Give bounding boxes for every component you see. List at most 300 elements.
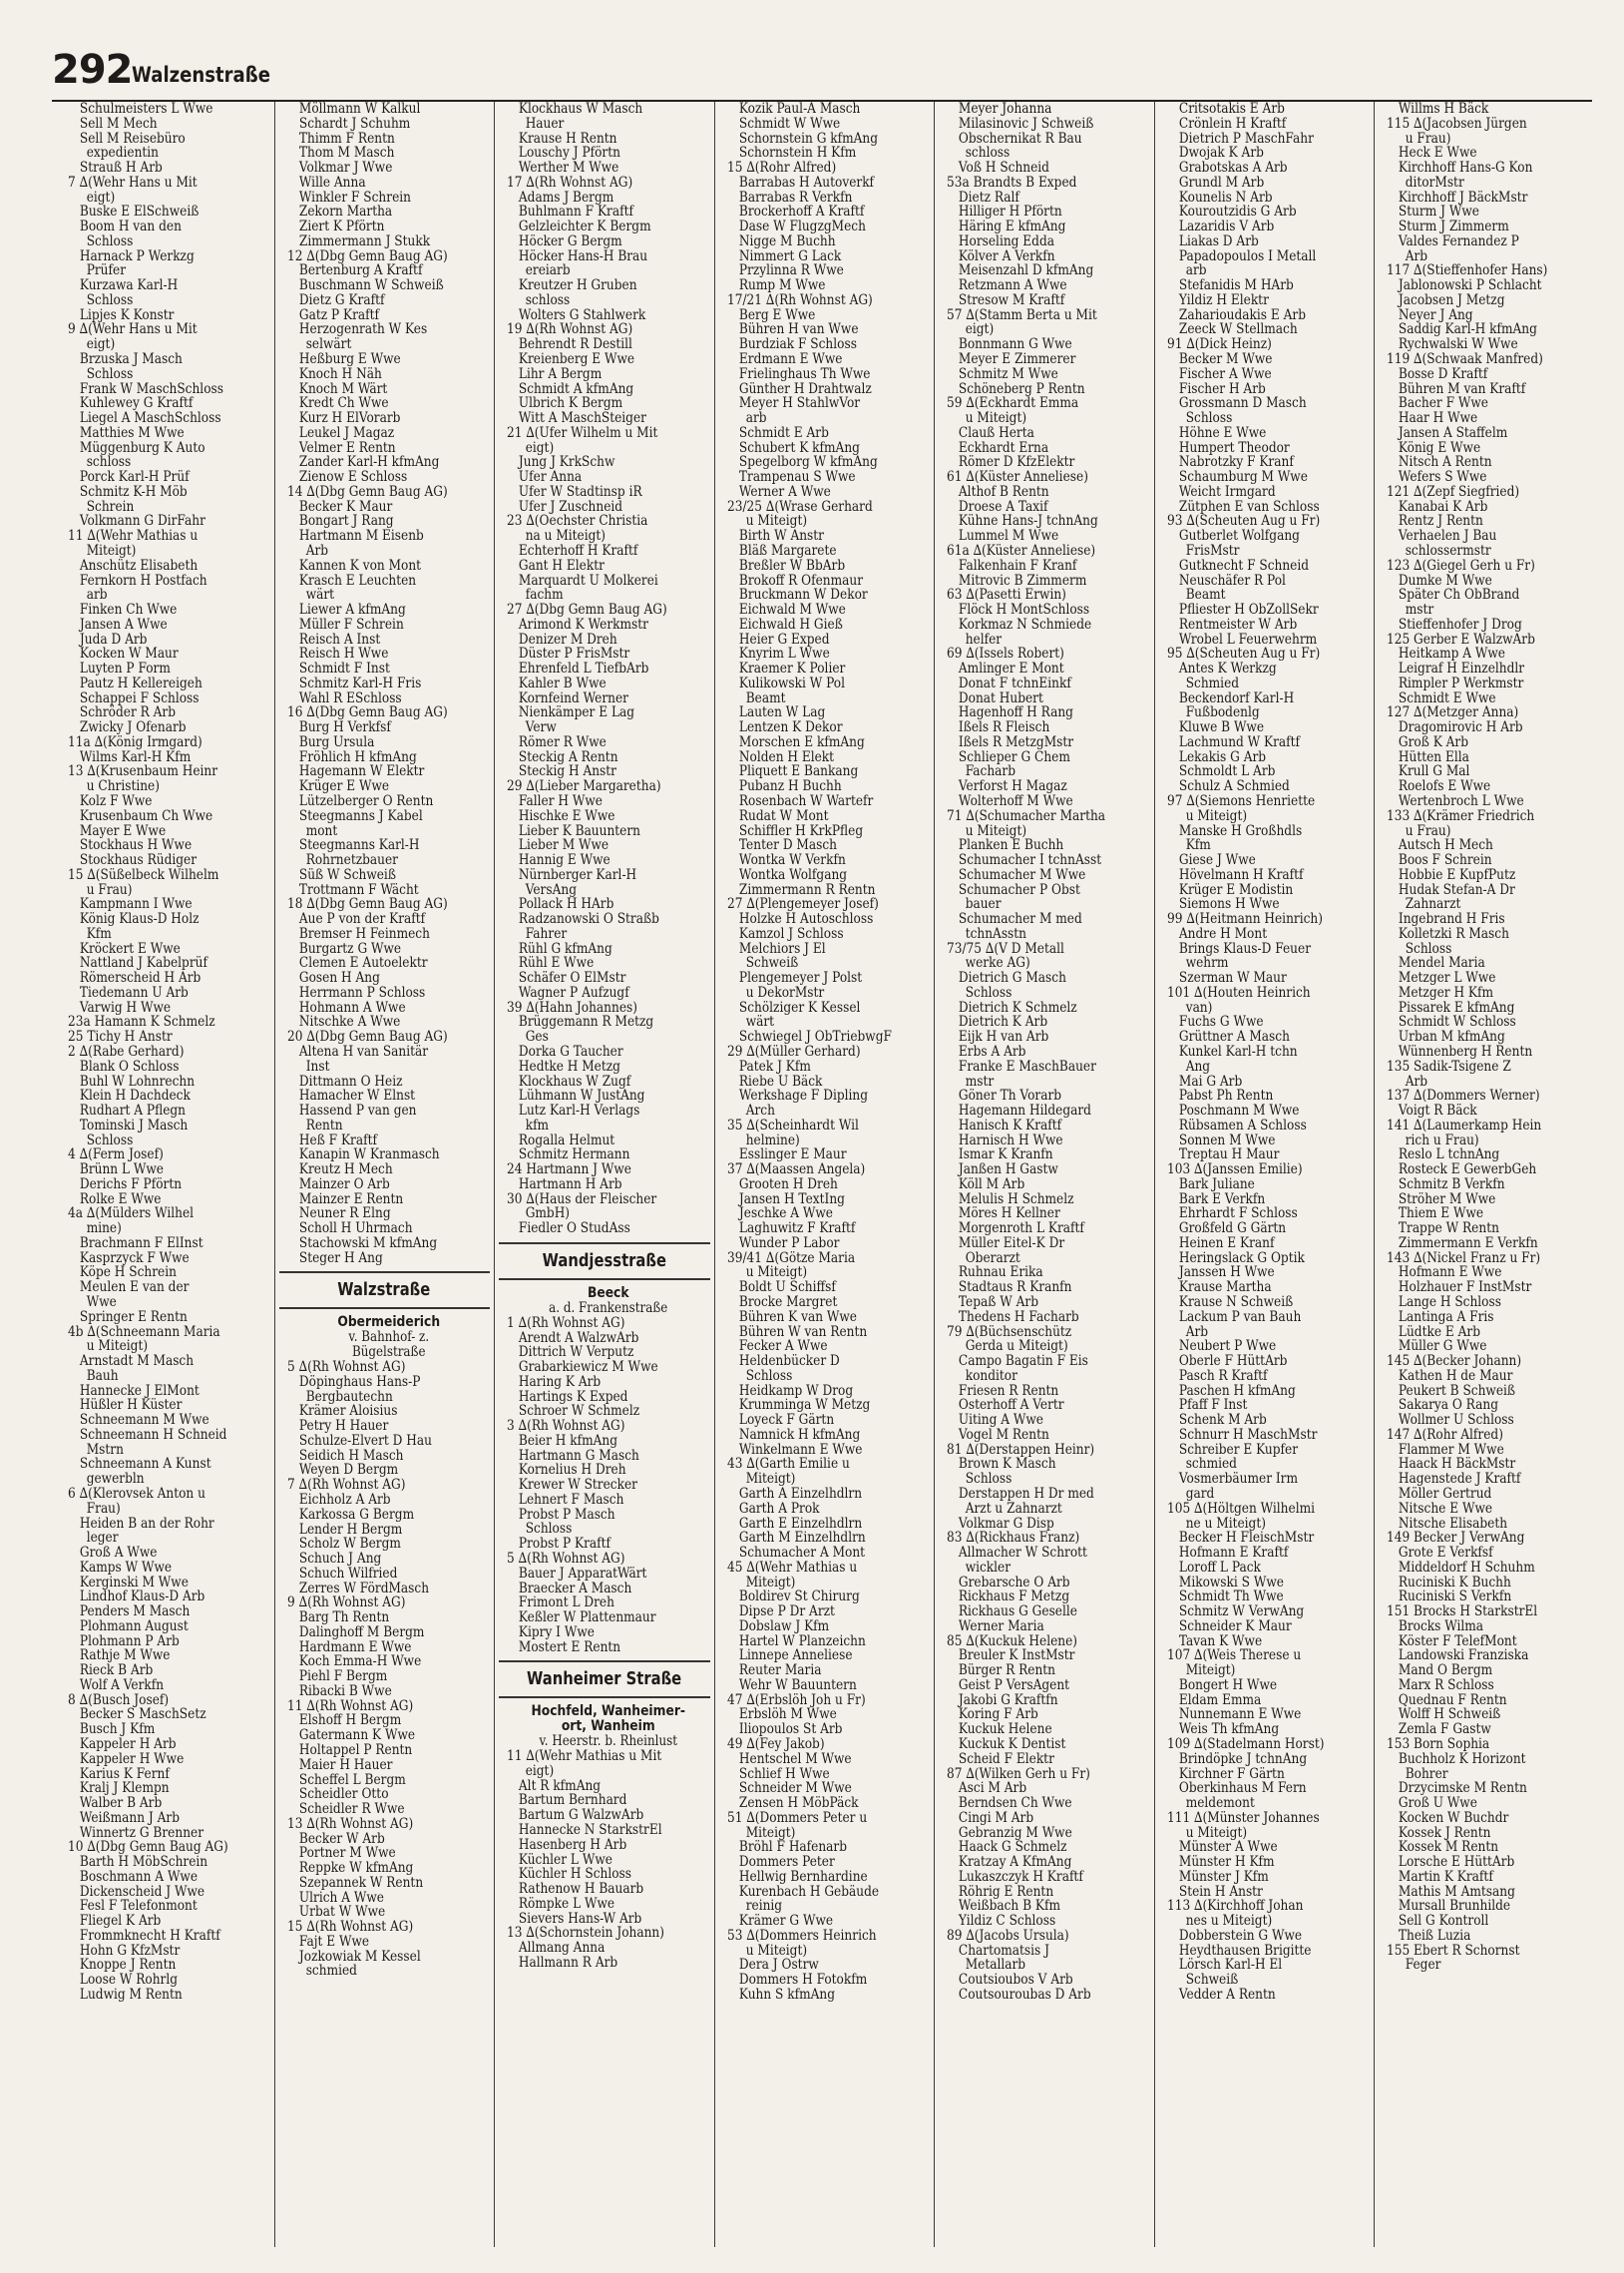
resident-entry: Möres H Kellner xyxy=(958,1206,1060,1222)
resident-entry: Schölziger K Kessel xyxy=(738,1000,860,1016)
resident-entry: Höcker G Bergm xyxy=(518,233,622,249)
house-number-entry: 59 ∆(Eckhardt Emma xyxy=(947,396,1079,412)
resident-entry: Braecker A Masch xyxy=(518,1581,632,1596)
resident-entry: Lantinga A Fris xyxy=(1398,1309,1494,1325)
resident-entry: Hischke E Wwe xyxy=(518,808,615,824)
resident-entry: Heck E Wwe xyxy=(1398,146,1477,162)
resident-entry: Coutsioubos V Arb xyxy=(958,1973,1073,1988)
resident-entry: Hagenstede J Kraftf xyxy=(1398,1472,1521,1487)
resident-entry: Kühne Hans-J tchnAng xyxy=(958,514,1098,530)
entry-continuation: nes u Miteigt) xyxy=(1185,1914,1272,1929)
house-number-entry: 109 ∆(Stadelmann Horst) xyxy=(1166,1736,1324,1752)
resident-entry: Ehrenfeld L TiefbArb xyxy=(518,662,649,677)
resident-entry: Jacobsen J Metzg xyxy=(1398,292,1505,308)
resident-entry: Iliopoulos St Arb xyxy=(738,1722,842,1737)
resident-entry: Plohmann August xyxy=(79,1618,189,1634)
resident-entry: Treptau H Maur xyxy=(1178,1147,1279,1163)
resident-entry: Rolke E Wwe xyxy=(79,1191,162,1207)
entry-continuation: ereiarb xyxy=(525,263,571,279)
resident-entry: Poschmann M Wwe xyxy=(1178,1104,1299,1119)
resident-entry: Dragomirovic H Arb xyxy=(1398,720,1523,735)
resident-entry: Röhrig E Rentn xyxy=(958,1884,1054,1900)
resident-entry: Hentschel M Wwe xyxy=(738,1751,852,1767)
house-number-entry: 2 ∆(Rabe Gerhard) xyxy=(68,1045,185,1060)
resident-entry: Schmidt E Arb xyxy=(738,425,829,441)
resident-entry: Zerres W FördMasch xyxy=(298,1581,429,1596)
entry-continuation: arb xyxy=(745,411,767,426)
resident-entry: Verhaelen J Bau xyxy=(1398,529,1497,544)
street-range-note: Bügelstraße xyxy=(351,1344,426,1361)
house-number-entry: 61 ∆(Küster Anneliese) xyxy=(947,470,1088,485)
entry-continuation: Beamt xyxy=(745,690,785,706)
entry-continuation: Kfm xyxy=(86,926,112,942)
resident-entry: Weicht Irmgard xyxy=(1178,484,1276,500)
resident-entry: Leigraf H Einzelhdlr xyxy=(1398,662,1525,677)
resident-entry: Bacher F Wwe xyxy=(1398,396,1488,412)
resident-entry: Arimond K Werkmstr xyxy=(518,617,648,633)
house-number-entry: 47 ∆(Erbslöh Joh u Fr) xyxy=(726,1692,866,1708)
house-number-entry: 19 ∆(Rh Wohnst AG) xyxy=(507,322,633,338)
resident-entry: Hanisch K Kraftf xyxy=(958,1118,1062,1134)
entry-continuation: Schloss xyxy=(86,366,134,382)
resident-entry: Kuckuk Helene xyxy=(958,1722,1052,1737)
resident-entry: Liewer A kfmAng xyxy=(298,603,406,618)
resident-entry: Yildiz H Elektr xyxy=(1178,292,1269,308)
entry-continuation: u Frau) xyxy=(1405,823,1451,839)
resident-entry: Retzmann A Wwe xyxy=(958,278,1067,293)
resident-entry: Lieber M Wwe xyxy=(518,838,609,854)
house-number-entry: 7 ∆(Wehr Hans u Mit xyxy=(68,175,198,191)
resident-entry: Stein H Anstr xyxy=(1178,1884,1263,1900)
entry-continuation: eigt) xyxy=(525,440,555,456)
entry-continuation: Verw xyxy=(525,720,557,735)
entry-continuation: Mstrn xyxy=(86,1442,124,1458)
resident-entry: Steegmanns J Kabel xyxy=(298,808,423,824)
house-number-entry: 85 ∆(Kuckuk Helene) xyxy=(947,1633,1078,1649)
resident-entry: Scheid F Elektr xyxy=(958,1751,1054,1767)
house-number-entry: 27 ∆(Dbg Gemn Baug AG) xyxy=(507,603,667,618)
resident-entry: Frimont L Dreh xyxy=(518,1595,614,1611)
resident-entry: Mai G Arb xyxy=(1178,1074,1242,1090)
resident-entry: Morschen E kfmAng xyxy=(738,734,865,750)
resident-entry: Brindöpke J tchnAng xyxy=(1178,1751,1307,1767)
resident-entry: Schumacher M Wwe xyxy=(958,867,1086,883)
resident-entry: Haack G Schmelz xyxy=(958,1840,1067,1856)
resident-entry: Köpe H Schrein xyxy=(79,1265,177,1281)
resident-entry: Schmoldt L Arb xyxy=(1178,764,1275,780)
resident-entry: Burg H Verkfsf xyxy=(298,720,391,735)
resident-entry: Rühl E Wwe xyxy=(518,956,595,972)
resident-entry: Friesen R Rentn xyxy=(958,1383,1059,1399)
resident-entry: Rosteck E GewerbGeh xyxy=(1398,1162,1537,1177)
resident-entry: Buschmann W Schweiß xyxy=(298,278,444,293)
resident-entry: Alt R kfmAng xyxy=(518,1778,602,1794)
resident-entry: Buhlmann F Kraftf xyxy=(518,205,633,221)
house-number-entry: 119 ∆(Schwaak Manfred) xyxy=(1387,352,1543,367)
resident-entry: Scholz W Bergm xyxy=(298,1537,401,1553)
resident-entry: Kralj J Klempn xyxy=(79,1781,170,1797)
house-number-entry: 121 ∆(Zepf Siegfried) xyxy=(1387,484,1520,500)
resident-entry: Birth W Anstr xyxy=(738,529,824,544)
resident-entry: Lützelberger O Rentn xyxy=(298,793,433,809)
resident-entry: Jansen A Staffelm xyxy=(1398,425,1508,441)
house-number-entry: 153 Born Sophia xyxy=(1387,1736,1490,1752)
house-number-entry: 23/25 ∆(Wrase Gerhard xyxy=(726,499,873,515)
resident-entry: Krause Martha xyxy=(1178,1280,1272,1296)
resident-entry: Lentzen K Dekor xyxy=(738,720,843,735)
resident-entry: Rentmeister W Arb xyxy=(1178,617,1297,633)
resident-entry: Bartum Bernhard xyxy=(518,1793,627,1809)
resident-entry: Werner Maria xyxy=(958,1618,1044,1634)
resident-entry: Boom H van den xyxy=(79,220,182,234)
entry-continuation: bauer xyxy=(965,897,1002,913)
resident-entry: Becker W Arb xyxy=(298,1831,385,1847)
resident-entry: Eldam Emma xyxy=(1178,1692,1261,1708)
resident-entry: Ziert K Pförtn xyxy=(298,220,384,234)
resident-entry: Scheidler Otto xyxy=(298,1787,389,1803)
resident-entry: Jung J KrkSchw xyxy=(518,455,615,471)
resident-entry: Mendel Maria xyxy=(1398,956,1485,972)
resident-entry: Kouroutzidis G Arb xyxy=(1178,205,1297,221)
house-number-entry: 93 ∆(Scheuten Aug u Fr) xyxy=(1166,514,1320,530)
resident-entry: Lukaszczyk H Kraftf xyxy=(958,1869,1083,1885)
resident-entry: Reslo L tchnAng xyxy=(1398,1147,1500,1163)
entry-continuation: Facharb xyxy=(965,764,1016,780)
resident-entry: Marquardt U Molkerei xyxy=(518,573,658,589)
resident-entry: Dittrich W Verputz xyxy=(518,1345,634,1361)
resident-entry: Jeschke A Wwe xyxy=(738,1206,833,1222)
resident-entry: Pabst Ph Rentn xyxy=(1178,1089,1273,1105)
resident-entry: Später Ch ObBrand xyxy=(1398,588,1520,604)
resident-entry: Coutsouroubas D Arb xyxy=(958,1988,1091,2003)
resident-entry: Lörsch Karl-H El xyxy=(1178,1958,1282,1974)
resident-entry: Dwojak K Arb xyxy=(1178,146,1264,162)
resident-entry: Thimm F Rentn xyxy=(298,131,395,147)
entry-continuation: mont xyxy=(305,823,337,839)
house-number-entry: 11 ∆(Wehr Mathias u Mit xyxy=(507,1749,662,1764)
house-number-entry: 21 ∆(Ufer Wilhelm u Mit xyxy=(507,425,658,441)
resident-entry: Stefanidis M HArb xyxy=(1178,278,1294,293)
resident-entry: Dickenscheid J Wwe xyxy=(79,1884,205,1900)
resident-entry: Donat Hubert xyxy=(958,690,1043,706)
entry-continuation: na u Miteigt) xyxy=(525,529,607,544)
resident-entry: Schäfer O ElMstr xyxy=(518,971,626,986)
house-number-entry: 113 ∆(Kirchhoff Johan xyxy=(1166,1899,1303,1915)
entry-continuation: helmine) xyxy=(745,1133,800,1148)
entry-continuation: Gerda u Miteigt) xyxy=(965,1339,1068,1355)
resident-entry: Becker S MaschSetz xyxy=(79,1707,206,1723)
resident-entry: Barrabas H Autoverkf xyxy=(738,175,874,191)
resident-entry: Haring K Arb xyxy=(518,1374,602,1390)
entry-continuation: arb xyxy=(1185,263,1207,279)
resident-entry: Milasinovic J Schweiß xyxy=(958,116,1094,132)
resident-entry: Bremser H Feinmech xyxy=(298,926,430,942)
resident-entry: Bongart J Rang xyxy=(298,514,394,530)
entry-continuation: ditorMstr xyxy=(1405,175,1464,191)
resident-entry: Schröder R Arb xyxy=(79,705,177,721)
house-number-entry: 3 ∆(Rh Wohnst AG) xyxy=(507,1419,625,1434)
entry-continuation: ne u Miteigt) xyxy=(1185,1516,1266,1532)
resident-entry: Kreutzer H Gruben xyxy=(518,278,637,293)
resident-entry: Dobberstein G Wwe xyxy=(1178,1928,1302,1944)
resident-entry: Kamzol J Schloss xyxy=(738,926,844,942)
resident-entry: Kreienberg E Wwe xyxy=(518,352,635,367)
resident-entry: Stresow M Kraftf xyxy=(958,292,1065,308)
resident-entry: Brockerhoff A Kraftf xyxy=(738,205,864,221)
resident-entry: Buchholz K Horizont xyxy=(1398,1751,1526,1767)
resident-entry: Kocken W Maur xyxy=(79,647,179,663)
resident-entry: Quednau F Rentn xyxy=(1398,1692,1507,1708)
resident-entry: Namnick H kfmAng xyxy=(738,1427,860,1443)
house-number-entry: 149 Becker J VerwAng xyxy=(1387,1531,1525,1547)
resident-entry: Schulz A Schmied xyxy=(1178,779,1290,794)
resident-entry: Janssen H Wwe xyxy=(1178,1265,1275,1281)
resident-entry: Aue P von der Kraftf xyxy=(298,912,425,927)
resident-entry: Kurenbach H Gebäude xyxy=(738,1884,879,1900)
resident-entry: Pollack H HArb xyxy=(518,897,614,913)
resident-entry: Dietrich G Masch xyxy=(958,971,1066,986)
house-number-entry: 117 ∆(Stieffenhofer Hans) xyxy=(1387,263,1548,279)
entry-continuation: eigt) xyxy=(525,1763,555,1779)
resident-entry: Kirchner F Gärtn xyxy=(1178,1766,1285,1782)
resident-entry: Nabrotzky F Kranf xyxy=(1178,455,1294,471)
resident-entry: Boschmann A Wwe xyxy=(79,1869,199,1885)
entry-continuation: van) xyxy=(1185,1000,1212,1016)
street-section-heading: Wandjesstraße xyxy=(499,1242,710,1280)
entry-continuation: u Miteigt) xyxy=(965,411,1027,426)
entry-continuation: Bohrer xyxy=(1405,1766,1448,1782)
resident-entry: Krusenbaum Ch Wwe xyxy=(79,808,213,824)
entry-continuation: GmbH) xyxy=(525,1206,571,1222)
resident-entry: Schreiber E Kupfer xyxy=(1178,1442,1298,1458)
resident-entry: Werkshage F Dipling xyxy=(738,1089,868,1105)
resident-entry: Szepannek W Rentn xyxy=(298,1875,423,1891)
resident-entry: Derichs F Pförtn xyxy=(79,1176,183,1192)
resident-entry: Melchiors J El xyxy=(738,941,826,957)
resident-entry: Jansen H TextIng xyxy=(738,1191,845,1207)
resident-entry: Paschen H kfmAng xyxy=(1178,1383,1296,1399)
district-label: Obermeiderich xyxy=(336,1314,440,1331)
resident-entry: Knoch M Wärt xyxy=(298,381,387,397)
resident-entry: Amlinger E Mont xyxy=(958,662,1064,677)
resident-entry: Lackum P van Bauh xyxy=(1178,1309,1301,1325)
resident-entry: Zander Karl-H kfmAng xyxy=(298,455,439,471)
resident-entry: Gosen H Ang xyxy=(298,971,380,986)
resident-entry: Schnurr H MaschMstr xyxy=(1178,1427,1317,1443)
resident-entry: Rickhaus G Geselle xyxy=(958,1604,1077,1619)
resident-entry: Schmitz Hermann xyxy=(518,1147,630,1163)
entry-continuation: Schweiß xyxy=(1185,1973,1238,1988)
resident-entry: Jansen A Wwe xyxy=(79,617,168,633)
resident-entry: Willms H Bäck xyxy=(1398,102,1489,117)
entry-continuation: fachm xyxy=(525,588,564,604)
resident-entry: Probst P Masch xyxy=(518,1507,615,1523)
house-number-entry: 17/21 ∆(Rh Wohnst AG) xyxy=(726,292,873,308)
resident-entry: Heiden B an der Rohr xyxy=(79,1516,214,1532)
resident-entry: Lorsche E HüttArb xyxy=(1398,1855,1515,1870)
resident-entry: Barth H MöbSchrein xyxy=(79,1855,208,1870)
resident-entry: Schlieper G Chem xyxy=(958,749,1070,765)
resident-entry: Berg E Wwe xyxy=(738,307,815,323)
resident-entry: Mainzer O Arb xyxy=(298,1176,390,1192)
resident-entry: Nolden H Elekt xyxy=(738,749,834,765)
entry-continuation: Schweiß xyxy=(745,956,798,972)
resident-entry: Zimmermann E Verkfn xyxy=(1398,1235,1538,1251)
resident-entry: Heidkamp W Drog xyxy=(738,1383,853,1399)
resident-entry: Mand O Bergm xyxy=(1398,1663,1493,1678)
resident-entry: Horseling Edda xyxy=(958,233,1054,249)
resident-entry: Göner Th Vorarb xyxy=(958,1089,1062,1105)
house-number-entry: 13 ∆(Schornstein Johann) xyxy=(507,1926,665,1942)
house-number-entry: 115 ∆(Jacobsen Jürgen xyxy=(1387,116,1527,132)
resident-entry: Rogalla Helmut xyxy=(518,1133,615,1148)
entry-continuation: Schloss xyxy=(1405,941,1452,957)
resident-entry: Behrendt R Destill xyxy=(518,337,632,353)
resident-entry: Neuner R Elng xyxy=(298,1206,391,1222)
house-number-entry: 145 ∆(Becker Johann) xyxy=(1387,1354,1522,1369)
resident-entry: Mursall Brunhilde xyxy=(1398,1899,1511,1915)
resident-entry: Groß U Wwe xyxy=(1398,1796,1477,1811)
house-number-entry: 9 ∆(Rh Wohnst AG) xyxy=(286,1595,406,1611)
entry-continuation: Arb xyxy=(1405,248,1428,264)
house-number-entry: 23 ∆(Oechster Christia xyxy=(507,514,648,530)
resident-entry: Oberle F HüttArb xyxy=(1178,1354,1287,1369)
resident-entry: Bröhl F Hafenarb xyxy=(738,1840,847,1856)
resident-entry: Schneider K Maur xyxy=(1178,1618,1292,1634)
running-street-heading: Walzenstraße xyxy=(132,63,270,87)
resident-entry: Pautz H Kellereigeh xyxy=(79,676,203,691)
resident-entry: Zienow E Schloss xyxy=(298,470,407,485)
resident-entry: Ismar K Kranfn xyxy=(958,1147,1053,1163)
resident-entry: Schneemann A Kunst xyxy=(79,1457,211,1473)
entry-continuation: u DekorMstr xyxy=(745,985,824,1001)
resident-entry: Dera J Ostrw xyxy=(738,1958,819,1974)
resident-entry: Kröckert E Wwe xyxy=(79,941,181,957)
resident-entry: Knoppe J Rentn xyxy=(79,1958,177,1974)
house-number-entry: 25 Tichy H Anstr xyxy=(68,1030,173,1045)
page-header xyxy=(52,44,1592,102)
resident-entry: Heitkamp A Wwe xyxy=(1398,647,1505,663)
resident-entry: Echterhoff H Kraftf xyxy=(518,543,638,559)
resident-entry: Wunder P Labor xyxy=(738,1235,839,1251)
house-number-entry: 135 Sadik-Tsigene Z xyxy=(1387,1059,1511,1075)
district-label: Beeck xyxy=(587,1284,629,1301)
resident-entry: Hütten Ella xyxy=(1398,749,1469,765)
resident-entry: Fernkorn H Postfach xyxy=(79,573,207,589)
resident-entry: Ulrich A Wwe xyxy=(298,1890,384,1906)
resident-entry: Scholl H Uhrmach xyxy=(298,1221,413,1236)
resident-entry: Beckendorf Karl-H xyxy=(1178,690,1294,706)
resident-entry: Chartomatsis J xyxy=(958,1943,1050,1959)
resident-entry: Weis Th kfmAng xyxy=(1178,1722,1279,1737)
resident-entry: Krause N Schweiß xyxy=(1178,1295,1293,1310)
entry-continuation: Miteigt) xyxy=(745,1825,795,1841)
resident-entry: Rychwalski W Wwe xyxy=(1398,337,1518,353)
resident-entry: Berndsen Ch Wwe xyxy=(958,1796,1072,1811)
resident-entry: Römpke L Wwe xyxy=(518,1896,615,1912)
resident-entry: Schroer W Schmelz xyxy=(518,1404,640,1420)
entry-continuation: Schloss xyxy=(525,1522,573,1538)
resident-entry: Kanapin W Kranmasch xyxy=(298,1147,440,1163)
resident-entry: Hannecke J ElMont xyxy=(79,1383,200,1399)
resident-entry: Fröhlich H kfmAng xyxy=(298,749,417,765)
resident-entry: Bürger R Rentn xyxy=(958,1663,1056,1678)
resident-entry: Ufer Anna xyxy=(518,470,583,485)
resident-entry: Schardt J Schuhm xyxy=(298,116,410,132)
resident-entry: Denizer M Dreh xyxy=(518,632,617,648)
resident-entry: Middeldorf H Schuhm xyxy=(1398,1560,1535,1576)
resident-entry: Häring E kfmAng xyxy=(958,220,1066,234)
resident-entry: Janßen H Gastw xyxy=(958,1162,1058,1177)
resident-entry: Küchler L Wwe xyxy=(518,1852,612,1868)
resident-entry: Reppke W kfmAng xyxy=(298,1861,413,1876)
resident-entry: Münster J Kfm xyxy=(1178,1869,1269,1885)
resident-entry: Weißbach B Kfm xyxy=(958,1899,1061,1915)
entry-continuation: Bauh xyxy=(86,1368,119,1384)
resident-entry: Urban M kfmAng xyxy=(1398,1030,1505,1045)
resident-entry: Frank W MaschSchloss xyxy=(79,381,223,397)
resident-entry: Ludwig M Rentn xyxy=(79,1988,183,2003)
resident-entry: Penders M Masch xyxy=(79,1604,191,1619)
entry-continuation: u Miteigt) xyxy=(745,1265,807,1281)
resident-entry: Humpert Theodor xyxy=(1178,440,1290,456)
resident-entry: Krämer G Wwe xyxy=(738,1914,833,1929)
resident-entry: Asci M Arb xyxy=(958,1781,1027,1797)
resident-entry: Hannecke N StarkstrEl xyxy=(518,1822,662,1838)
resident-entry: Pfliester H ObZollSekr xyxy=(1178,603,1319,618)
resident-entry: Zimmermann J Stukk xyxy=(298,233,430,249)
resident-entry: Voigt R Bäck xyxy=(1398,1104,1477,1119)
resident-entry: Drzycimske M Rentn xyxy=(1398,1781,1527,1797)
resident-entry: Wontka W Verkfn xyxy=(738,853,846,868)
resident-entry: Melulis H Schmelz xyxy=(958,1191,1074,1207)
resident-entry: Kraemer K Polier xyxy=(738,662,845,677)
resident-entry: Schumacher P Obst xyxy=(958,882,1080,898)
house-number-entry: 43 ∆(Garth Emilie u xyxy=(726,1457,850,1473)
resident-entry: Holzhauer F InstMstr xyxy=(1398,1280,1532,1296)
resident-entry: Verforst H Magaz xyxy=(958,779,1067,794)
resident-entry: Winkelmann E Wwe xyxy=(738,1442,862,1458)
entry-continuation: leger xyxy=(86,1531,119,1547)
resident-entry: Maier H Hauer xyxy=(298,1757,392,1773)
resident-entry: Obschernikat R Bau xyxy=(958,131,1082,147)
resident-entry: Zemla F Gastw xyxy=(1398,1722,1491,1737)
resident-entry: Süß W Schweiß xyxy=(298,867,396,883)
resident-entry: Werther M Wwe xyxy=(518,161,619,176)
entry-continuation: reinig xyxy=(745,1899,782,1915)
resident-entry: Bonnmann G Wwe xyxy=(958,337,1072,353)
resident-entry: Klockhaus W Masch xyxy=(518,102,643,117)
resident-entry: Lange H Schloss xyxy=(1398,1295,1501,1310)
house-number-entry: 45 ∆(Wehr Mathias u xyxy=(726,1560,857,1576)
resident-entry: Frommknecht H Kraftf xyxy=(79,1928,220,1944)
resident-entry: Seidich H Masch xyxy=(298,1448,403,1464)
house-number-entry: 29 ∆(Lieber Margaretha) xyxy=(507,779,661,794)
directory-column xyxy=(1374,102,1594,2247)
resident-entry: Boos F Schrein xyxy=(1398,853,1492,868)
resident-entry: Arendt A WalzwArb xyxy=(518,1330,639,1346)
resident-entry: Grossmann D Masch xyxy=(1178,396,1307,412)
house-number-entry: 95 ∆(Scheuten Aug u Fr) xyxy=(1166,647,1320,663)
resident-entry: Nigge M Buchh xyxy=(738,233,836,249)
resident-entry: Ruciniski K Buchh xyxy=(1398,1575,1511,1591)
resident-entry: Kozik Paul-A Masch xyxy=(738,102,860,117)
resident-entry: Höhne E Wwe xyxy=(1178,425,1266,441)
resident-entry: Cingi M Arb xyxy=(958,1810,1034,1826)
street-range-note: a. d. Frankenstraße xyxy=(549,1299,668,1316)
resident-entry: Sonnen M Wwe xyxy=(1178,1133,1275,1148)
house-number-entry: 5 ∆(Rh Wohnst AG) xyxy=(507,1552,625,1567)
